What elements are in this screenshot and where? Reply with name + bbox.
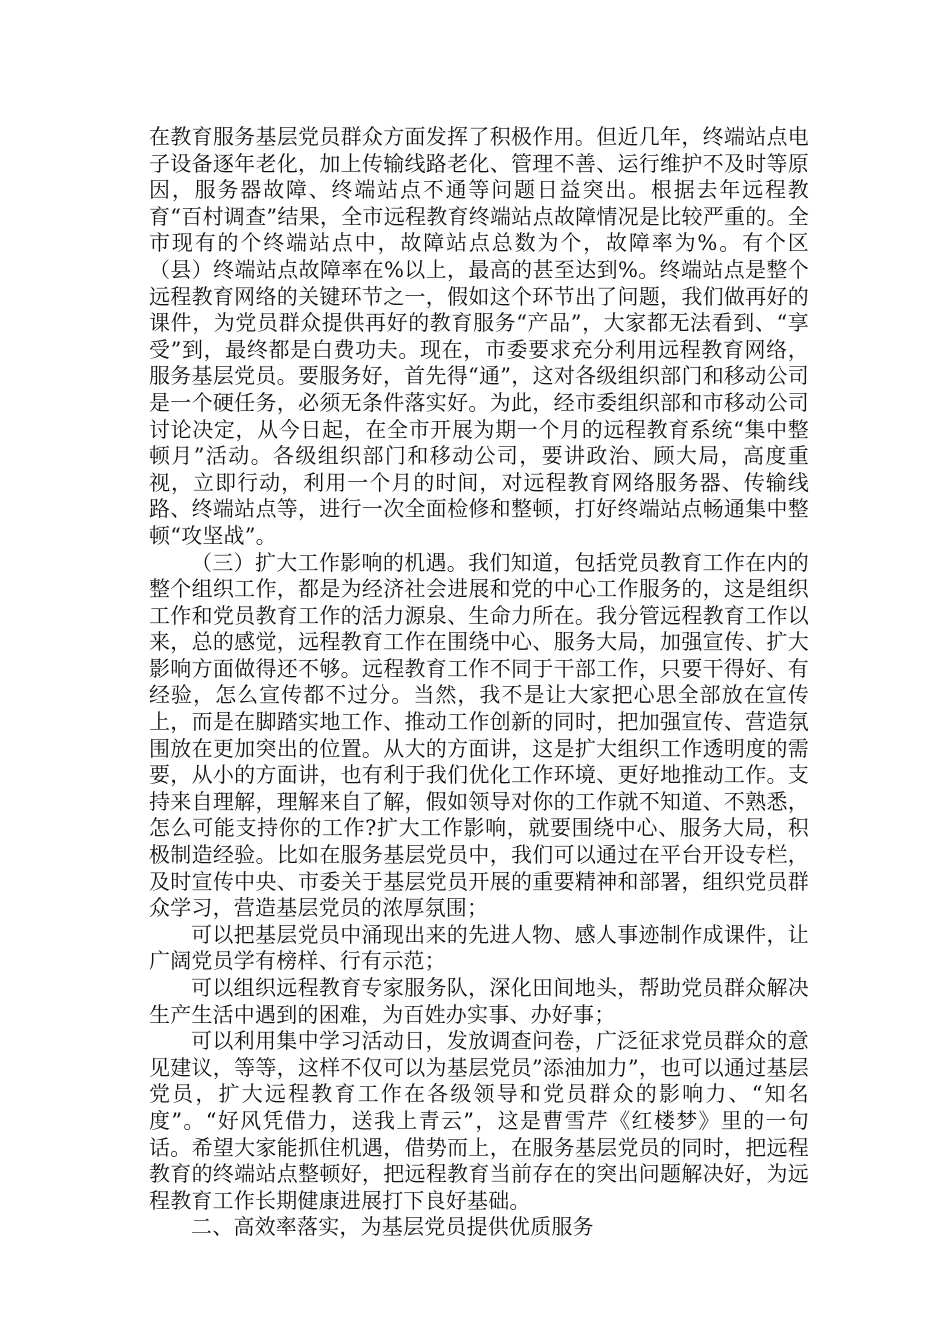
paragraph-2: （三）扩大工作影响的机遇。我们知道，包括党员教育工作在内的整个组织工作，都是为经济社会进展和党的中心工作服务的，这是组织工作和党员教育工作的活力源泉、生命力所在。我分管远程教育工作以来，总的感觉，远程教育工作在围绕中心、服务大局，加强宣传、扩大影响方面做得还不够。远程教育工作不同于干部工作，只要干得好、有经验，怎么宣传都不过分。当然，我不是让大家把心思全部放在宣传上，而是在脚踏实地工作、推动工作创新的同时，把加强宣传、营造氛围放在更加突出的位置。从大的方面讲，这是扩大组织工作透明度的需要，从小的方面讲，也有利于我们优化工作环境、更好地推动工作。支持来自理解，理解来自了解，假如领导对你的工作就不知道、不熟悉，怎么可能支持你的工作?扩大工作影响，就要围绕中心、服务大局，积极制造经验。比如在服务基层党员中，我们可以通过在平台开设专栏，及时宣传中央、市委关于基层党员开展的重要精神和部署，组织党员群众学习，营造基层党员的浓厚氛围； [149, 550, 809, 921]
paragraph-4: 可以组织远程教育专家服务队，深化田间地头，帮助党员群众解决生产生活中遇到的困难，为百姓办实事、办好事； [149, 976, 809, 1027]
paragraph-3: 可以把基层党员中涌现出来的先进人物、感人事迹制作成课件，让广阔党员学有榜样、行有示范； [149, 922, 809, 974]
paragraph-5: 可以利用集中学习活动日，发放调查问卷，广泛征求党员群众的意见建议，等等，这样不仅可以为基层党员”添油加力”，也可以通过基层党员，扩大远程教育工作在各级领导和党员群众的影响力、“知名度”。“好风凭借力，送我上青云”，这是曹雪芹《红楼梦》里的一句话。希望大家能抓住机遇，借势而上，在服务基层党员的同时，把远程教育的终端站点整顿好，把远程教育当前存在的突出问题解决好，为远程教育工作长期健康进展打下良好基础。 [149, 1029, 809, 1213]
document-body [149, 124, 809, 1241]
paragraph-1: 在教育服务基层党员群众方面发挥了积极作用。但近几年，终端站点电子设备逐年老化，加上传输线路老化、管理不善、运行维护不及时等原因，服务器故障、终端站点不通等问题日益突出。根据去年远程教育“百村调查”结果，全市远程教育终端站点故障情况是比较严重的。全市现有的个终端站点中，故障站点总数为个，故障率为%。有个区（县）终端站点故障率在%以上，最高的甚至达到%。终端站点是整个远程教育网络的关键环节之一，假如这个环节出了问题，我们做再好的课件，为党员群众提供再好的教育服务“产品”，大家都无法看到、“享受”到，最终都是白费功夫。现在，市委要求充分利用远程教育网络，服务基层党员。要服务好，首先得“通”，这对各级组织部门和移动公司是一个硬任务，必须无条件落实好。为此，经市委组织部和市移动公司讨论决定，从今日起，在全市开展为期一个月的远程教育系统“集中整顿月”活动。各级组织部门和移动公司，要讲政治、顾大局，高度重视，立即行动，利用一个月的时间，对远程教育网络服务器、传输线路、终端站点等，进行一次全面检修和整顿，打好终端站点畅通集中整顿“攻坚战”。 [149, 125, 809, 548]
section-heading: 二、高效率落实，为基层党员提供优质服务 [191, 1215, 594, 1240]
